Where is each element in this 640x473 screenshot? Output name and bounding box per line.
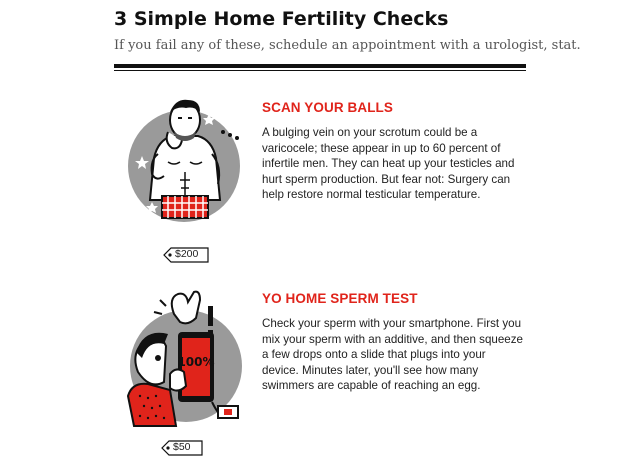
item-description: A bulging vein on your scrotum could be a varicocele; these appear in up to 60 percent of infertile men. They can heat up your testicles and hurt sperm production. But fear not: Surgery can help restore normal testicular temperature. — [262, 126, 515, 201]
price-tag — [161, 440, 203, 456]
phone-display-text: 100% — [177, 355, 215, 369]
thinking-man-icon — [128, 96, 246, 242]
item-title: YO HOME SPERM TEST — [262, 291, 418, 306]
price-tag — [163, 247, 209, 263]
page-title: 3 Simple Home Fertility Checks — [114, 8, 449, 30]
price-label: $200 — [175, 248, 199, 260]
smartphone-sperm-test-icon — [124, 286, 252, 434]
item-description: Check your sperm with your smartphone. First you mix your sperm with an additive, and then squeeze a few drops onto a slide that plugs into your device. Minutes later, you'll see how many swimmers are capable of reaching an egg. — [262, 317, 524, 392]
page-subtitle: If you fail any of these, schedule an appointment with a urologist, stat. — [114, 38, 581, 53]
price-label: $50 — [173, 441, 191, 453]
item-title: SCAN YOUR BALLS — [262, 100, 394, 115]
header-rule-thick — [114, 64, 526, 68]
header-rule-thin — [114, 70, 526, 71]
